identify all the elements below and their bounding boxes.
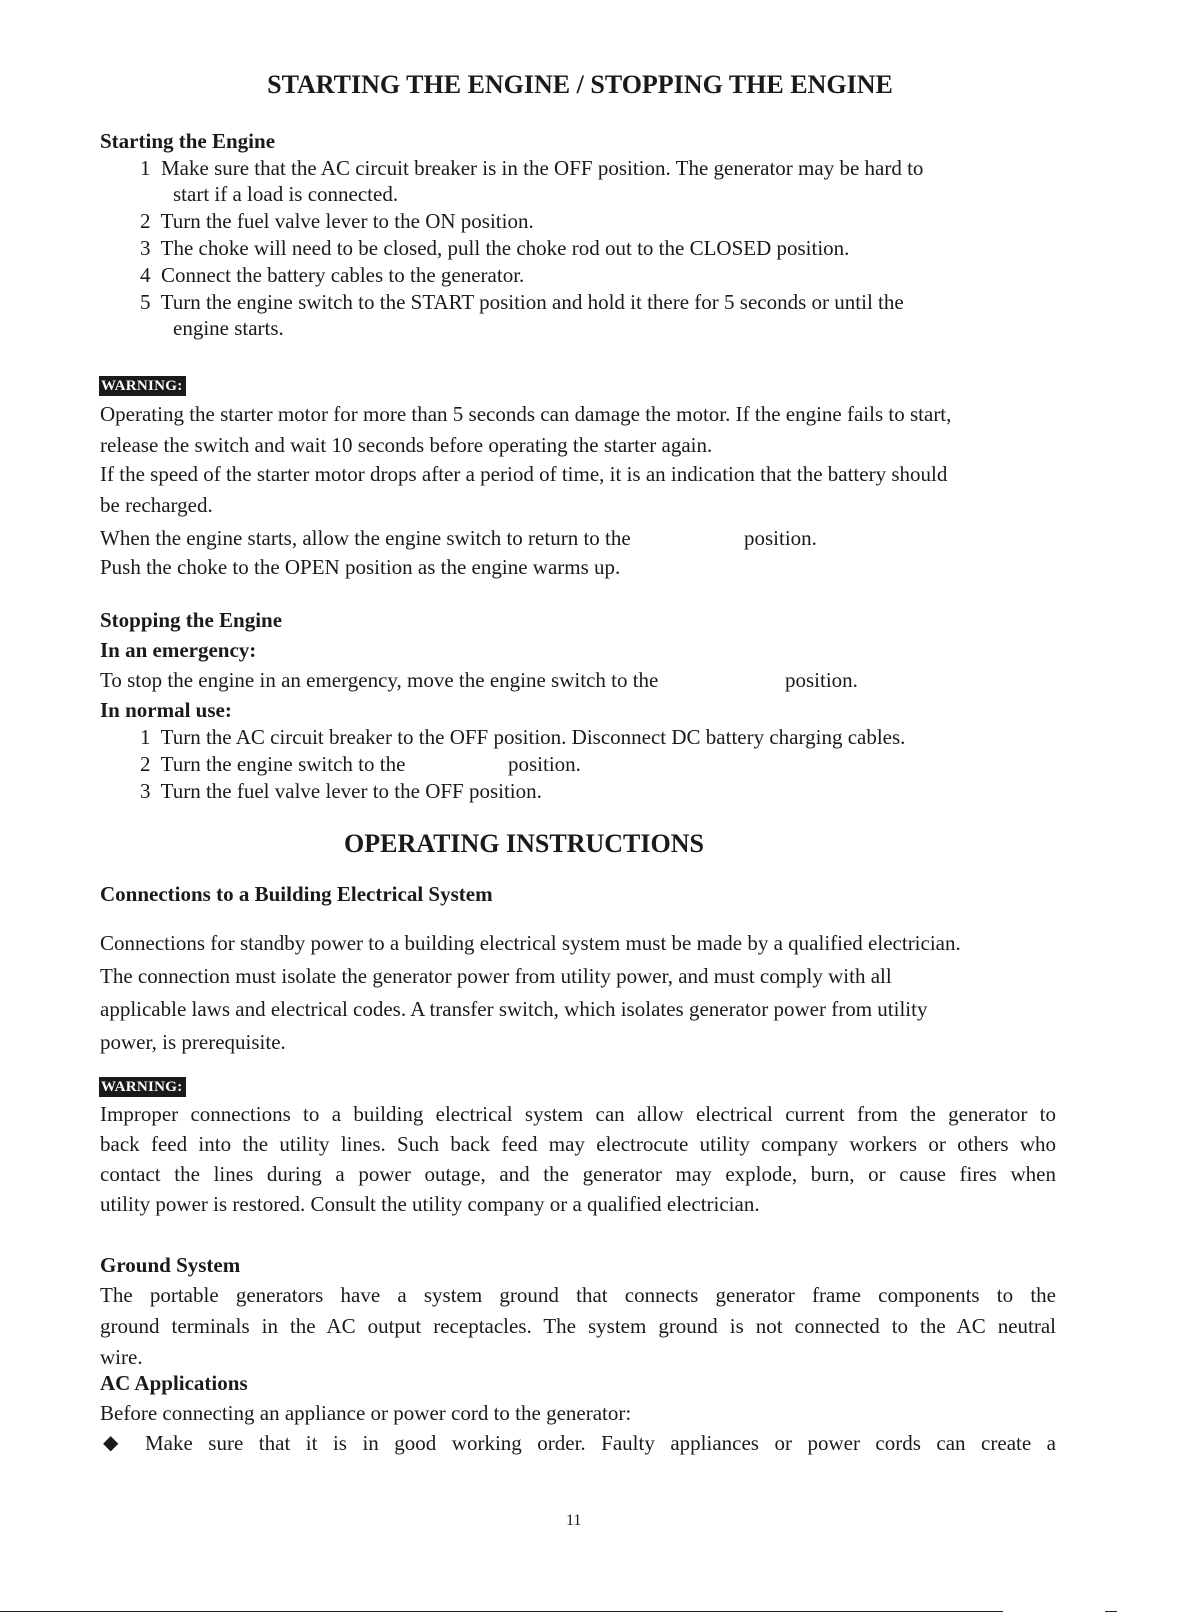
connections-line: power, is prerequisite.	[100, 1030, 286, 1054]
ground-heading: Ground System	[100, 1253, 241, 1277]
step-text: Turn the engine switch to the START position and hold it there for 5 seconds or until the	[160, 290, 904, 314]
emergency-text-end: position.	[785, 668, 858, 692]
connections-line: applicable laws and electrical codes. A transfer switch, which isolates generator power from utility	[100, 997, 928, 1021]
step-text: The choke will need to be closed, pull the choke rod out to the CLOSED position.	[160, 236, 850, 260]
connections-line: Connections for standby power to a building electrical system must be made by a qualified electrician.	[100, 931, 961, 955]
step-text: Turn the AC circuit breaker to the OFF position. Disconnect DC battery charging cables.	[160, 725, 906, 749]
step-number: 1	[140, 156, 151, 180]
stopping-step-2-end: position.	[508, 752, 581, 776]
ground-line: The portable generators have a system ground that connects generator frame components to the	[100, 1283, 1056, 1307]
starting-step-1	[140, 155, 923, 181]
starting-step-5-cont: engine starts.	[173, 316, 284, 340]
ground-line: ground terminals in the AC output receptacles. The system ground is not connected to the AC neutral	[100, 1314, 1056, 1338]
step-number: 4	[140, 263, 151, 287]
step-text: Turn the engine switch to the	[160, 752, 406, 776]
step-number: 2	[140, 752, 151, 776]
warning1-line: be recharged.	[100, 493, 213, 517]
ac-bullet-text: Make sure that it is in good working order. Faulty appliances or power cords can create a	[145, 1431, 1056, 1455]
warning1-line: When the engine starts, allow the engine switch to return to the	[100, 526, 631, 550]
warning1-line: release the switch and wait 10 seconds before operating the starter again.	[100, 433, 713, 457]
stopping-step-3	[140, 778, 542, 804]
step-number: 2	[140, 209, 151, 233]
warning1-line: Operating the starter motor for more than 5 seconds can damage the motor. If the engine fails to start,	[100, 402, 952, 426]
warning1-line: position.	[744, 526, 817, 550]
stopping-step-2	[140, 751, 405, 777]
step-text: Turn the fuel valve lever to the OFF position.	[160, 779, 542, 803]
step-number: 3	[140, 779, 151, 803]
connections-heading: Connections to a Building Electrical System	[100, 882, 493, 906]
emergency-heading: In an emergency:	[100, 638, 257, 662]
stopping-step-1	[140, 724, 905, 750]
step-number: 1	[140, 725, 151, 749]
warning2-line: Improper connections to a building electrical system can allow electrical current from the generator to	[100, 1102, 1056, 1126]
warning-badge: WARNING:	[99, 376, 186, 396]
step-text: Make sure that the AC circuit breaker is in the OFF position. The generator may be hard to	[161, 156, 924, 180]
footer-rule-fragment	[1105, 1611, 1117, 1612]
starting-step-4	[140, 262, 524, 288]
ac-intro: Before connecting an appliance or power cord to the generator:	[100, 1401, 632, 1425]
stopping-heading: Stopping the Engine	[100, 608, 283, 632]
step-number: 5	[140, 290, 151, 314]
warning1-line: If the speed of the starter motor drops after a period of time, it is an indication that the battery should	[100, 462, 948, 486]
page-title: STARTING THE ENGINE / STOPPING THE ENGINE	[267, 70, 893, 99]
ground-line: wire.	[100, 1345, 143, 1369]
section-title: OPERATING INSTRUCTIONS	[344, 829, 704, 858]
step-text: Connect the battery cables to the generator.	[161, 263, 525, 287]
warning2-line: back feed into the utility lines. Such back feed may electrocute utility company workers or others who	[100, 1132, 1056, 1156]
warning-badge: WARNING:	[99, 1077, 186, 1097]
starting-step-3	[140, 235, 849, 261]
step-text: Turn the fuel valve lever to the ON position.	[160, 209, 534, 233]
starting-heading: Starting the Engine	[100, 129, 276, 153]
page-number: 11	[566, 1512, 582, 1529]
step-number: 3	[140, 236, 151, 260]
black-diamond-icon: ◆	[103, 1432, 119, 1454]
normal-heading: In normal use:	[100, 698, 232, 722]
warning2-line: utility power is restored. Consult the utility company or a qualified electrician.	[100, 1192, 760, 1216]
warning1-line: Push the choke to the OPEN position as the engine warms up.	[100, 555, 621, 579]
connections-line: The connection must isolate the generator power from utility power, and must comply with all	[100, 964, 892, 988]
starting-step-5	[140, 289, 904, 315]
starting-step-2	[140, 208, 534, 234]
emergency-text: To stop the engine in an emergency, move the engine switch to the	[100, 668, 659, 692]
ac-heading: AC Applications	[100, 1371, 248, 1395]
footer-rule	[0, 1611, 1003, 1612]
warning2-line: contact the lines during a power outage, and the generator may explode, burn, or cause fires when	[100, 1162, 1056, 1186]
starting-step-1-cont: start if a load is connected.	[173, 182, 399, 206]
